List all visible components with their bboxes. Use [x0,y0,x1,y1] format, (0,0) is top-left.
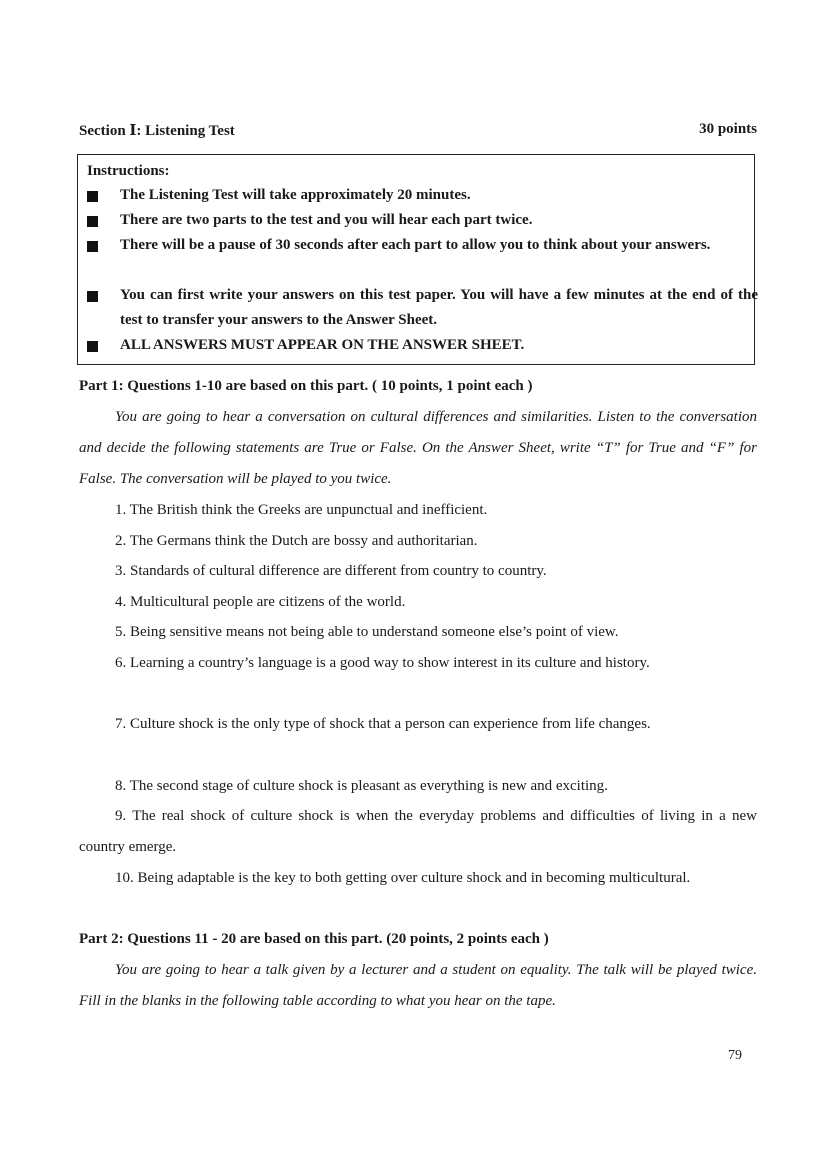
instructions-title: Instructions: [87,163,170,179]
square-bullet-icon [87,191,98,202]
part1-directions: You are going to hear a conversation on cultural differences and similarities. Listen to the conversation and decide the following statements are True or False. On the Answer Sheet, write “T” for True and “F” for False. The conversation will be played to you twice. [79,409,757,487]
question-item: 2. The Germans think the Dutch are bossy and authoritarian. [115,533,478,549]
question-item: 10. Being adaptable is the key to both getting over culture shock and in becoming multicultural. [115,870,691,886]
square-bullet-icon [87,216,98,227]
square-bullet-icon [87,291,98,302]
question-item: 1. The British think the Greeks are unpunctual and inefficient. [115,502,488,518]
question-item: 7. Culture shock is the only type of shock that a person can experience from life changes. [115,716,651,732]
section-title: Section Ⅰ: Listening Test [79,123,235,139]
part1-heading: Part 1: Questions 1-10 are based on this part. ( 10 points, 1 point each ) [79,378,533,394]
instructions-box: Instructions: The Listening Test will take approximately 20 minutes. There are two parts to the test and you will hear each part twice. There will be a pause of 30 seconds after each part to allow you to think about your answers. You can first write your answers on this test paper. You will have a few minutes at the end of the test to transfer your answers to the Answer Sheet. ALL ANSWERS MUST APPEAR ON THE ANSWER SHEET. [77,154,755,365]
part2-directions: You are going to hear a talk given by a lecturer and a student on equality. The talk will be played twice. Fill in the blanks in the following table according to what you hear on the tape. [79,962,757,1009]
question-item: 6. Learning a country’s language is a good way to show interest in its culture and history. [115,655,650,671]
question-item: 5. Being sensitive means not being able to understand someone else’s point of view. [115,624,619,640]
part2-heading: Part 2: Questions 11 - 20 are based on this part. (20 points, 2 points each ) [79,931,549,947]
question-item: 4. Multicultural people are citizens of the world. [115,594,406,610]
square-bullet-icon [87,341,98,352]
question-item: 8. The second stage of culture shock is pleasant as everything is new and exciting. [115,778,608,794]
page-number: 79 [728,1048,742,1063]
section-points: 30 points [699,121,757,137]
question-item: 3. Standards of cultural difference are different from country to country. [115,563,547,579]
question-item: 9. The real shock of culture shock is when the everyday problems and difficulties of living in a new country emerge. [79,808,757,855]
square-bullet-icon [87,241,98,252]
